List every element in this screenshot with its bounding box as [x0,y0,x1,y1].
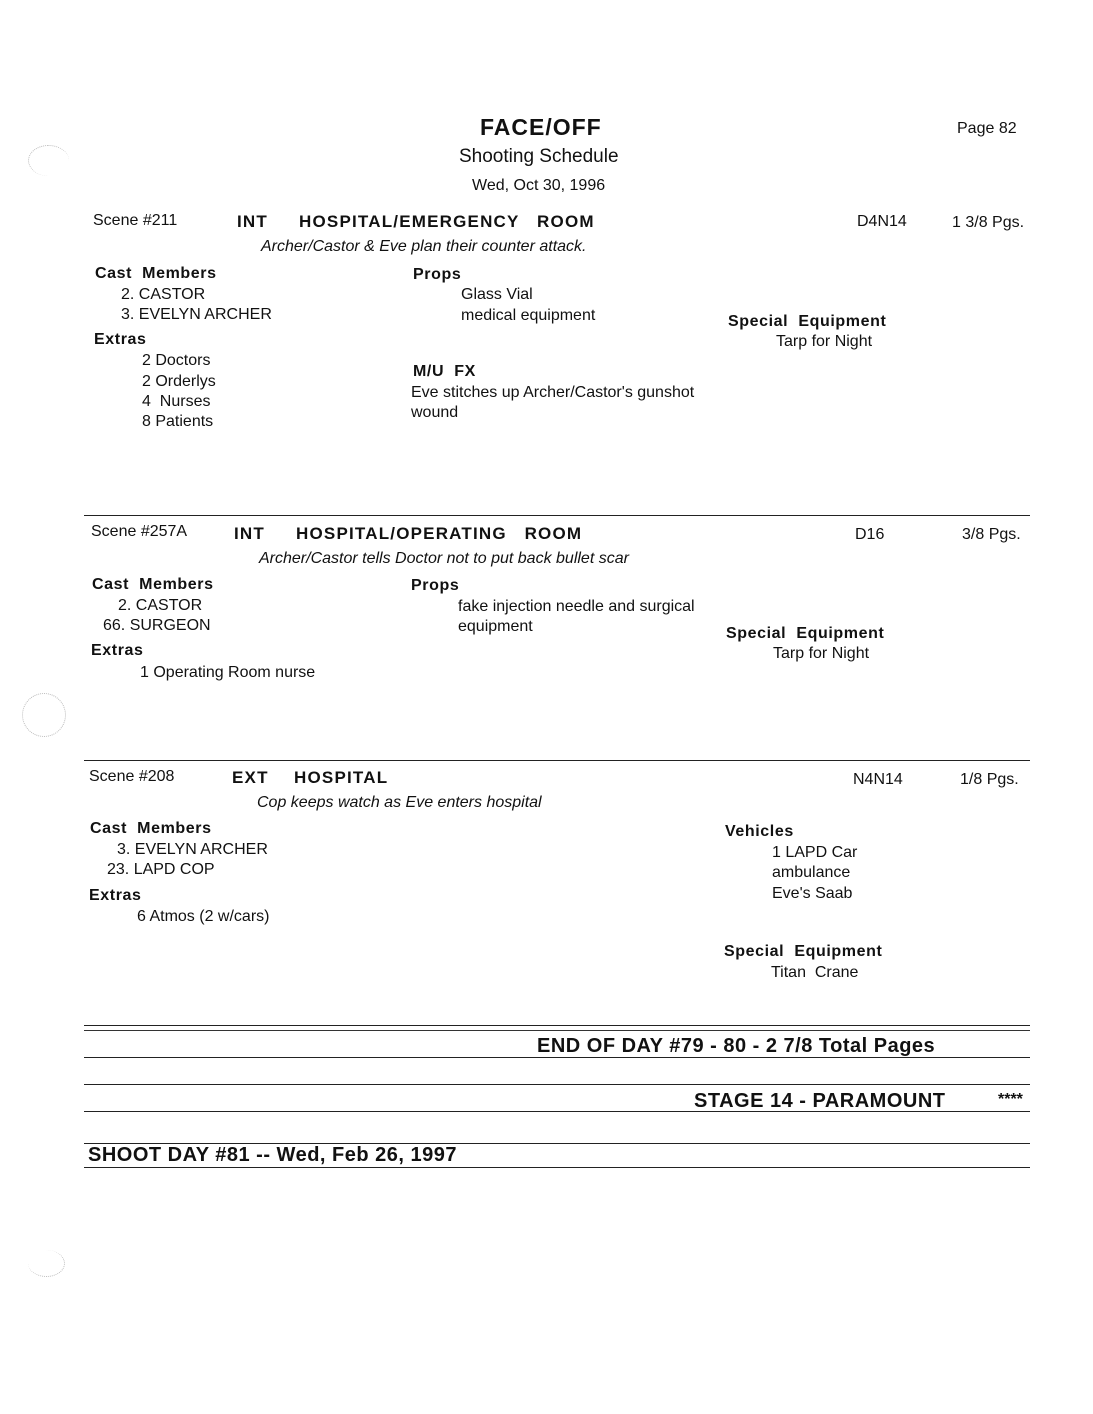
scene-description: Archer/Castor & Eve plan their counter attack. [261,238,587,255]
end-of-day-banner: END OF DAY #79 - 80 - 2 7/8 Total Pages [537,1035,936,1057]
cast-member: 3. EVELYN ARCHER [121,306,272,323]
prop-item: medical equipment [461,307,596,324]
mufx-label: M/U FX [413,363,476,380]
hole-punch-mark [22,693,66,737]
vehicles-label: Vehicles [725,823,794,840]
prop-item: Glass Vial [461,286,533,303]
special-equipment-label: Special Equipment [724,943,883,960]
day-night: D16 [855,526,885,543]
special-equipment-label: Special Equipment [728,313,887,330]
cast-label: Cast Members [90,820,212,837]
scene-divider [84,760,1030,761]
cast-member: 3. EVELYN ARCHER [117,841,268,858]
extras-label: Extras [91,642,144,659]
extra-item: 2 Orderlys [142,373,216,390]
vehicle-item: 1 LAPD Car [772,844,858,861]
prop-item: equipment [458,618,533,635]
stage-stars: **** [998,1091,1023,1108]
mufx-item: Eve stitches up Archer/Castor's gunshot [411,384,695,401]
page-count: 3/8 Pgs. [962,526,1021,543]
special-equipment-item: Tarp for Night [776,333,873,350]
banner-rule [84,1111,1030,1112]
props-label: Props [411,577,460,594]
int-ext: EXT [232,768,269,787]
cast-member: 66. SURGEON [103,617,211,634]
banner-rule [84,1030,1030,1031]
scene-number: Scene #257A [91,523,188,540]
cast-label: Cast Members [92,576,214,593]
scene-divider [84,515,1030,516]
set-name: HOSPITAL/EMERGENCY ROOM [299,212,595,231]
extras-label: Extras [94,331,147,348]
set-name: HOSPITAL [294,768,389,787]
special-equipment-item: Tarp for Night [773,645,870,662]
day-night: N4N14 [853,771,903,788]
cast-label: Cast Members [95,265,217,282]
page-count: 1 3/8 Pgs. [952,214,1025,231]
scene-number: Scene #211 [93,212,178,229]
int-ext: INT [237,212,268,231]
vehicle-item: ambulance [772,864,851,881]
extras-label: Extras [89,887,142,904]
cast-member: 2. CASTOR [118,597,203,614]
hole-punch-mark [28,145,69,176]
props-label: Props [413,266,462,283]
extra-item: 4 Nurses [142,393,211,410]
set-name: HOSPITAL/OPERATING ROOM [296,524,583,543]
special-equipment-label: Special Equipment [726,625,885,642]
scene-description: Archer/Castor tells Doctor not to put back bullet scar [259,550,629,567]
document-subtitle: Shooting Schedule [459,146,619,167]
banner-rule [84,1057,1030,1058]
int-ext: INT [234,524,265,543]
page-number: Page 82 [957,120,1017,137]
cast-member: 2. CASTOR [121,286,206,303]
scene-number: Scene #208 [89,768,175,785]
vehicle-item: Eve's Saab [772,885,853,902]
extra-item: 6 Atmos (2 w/cars) [137,908,270,925]
mufx-item: wound [411,404,459,421]
special-equipment-item: Titan Crane [771,964,859,981]
cast-member: 23. LAPD COP [107,861,215,878]
banner-rule [84,1084,1030,1085]
extra-item: 2 Doctors [142,352,211,369]
banner-rule [84,1025,1030,1026]
scene-description: Cop keeps watch as Eve enters hospital [257,794,542,811]
day-night: D4N14 [857,213,907,230]
schedule-date: Wed, Oct 30, 1996 [472,177,606,194]
shoot-day-banner: SHOOT DAY #81 -- Wed, Feb 26, 1997 [88,1144,457,1166]
stage-banner: STAGE 14 - PARAMOUNT [694,1090,946,1112]
hole-punch-mark [28,1250,65,1277]
page-count: 1/8 Pgs. [960,771,1019,788]
extra-item: 8 Patients [142,413,214,430]
banner-rule [84,1167,1030,1168]
extra-item: 1 Operating Room nurse [140,664,316,681]
prop-item: fake injection needle and surgical [458,598,695,615]
document-title: FACE/OFF [480,114,602,140]
